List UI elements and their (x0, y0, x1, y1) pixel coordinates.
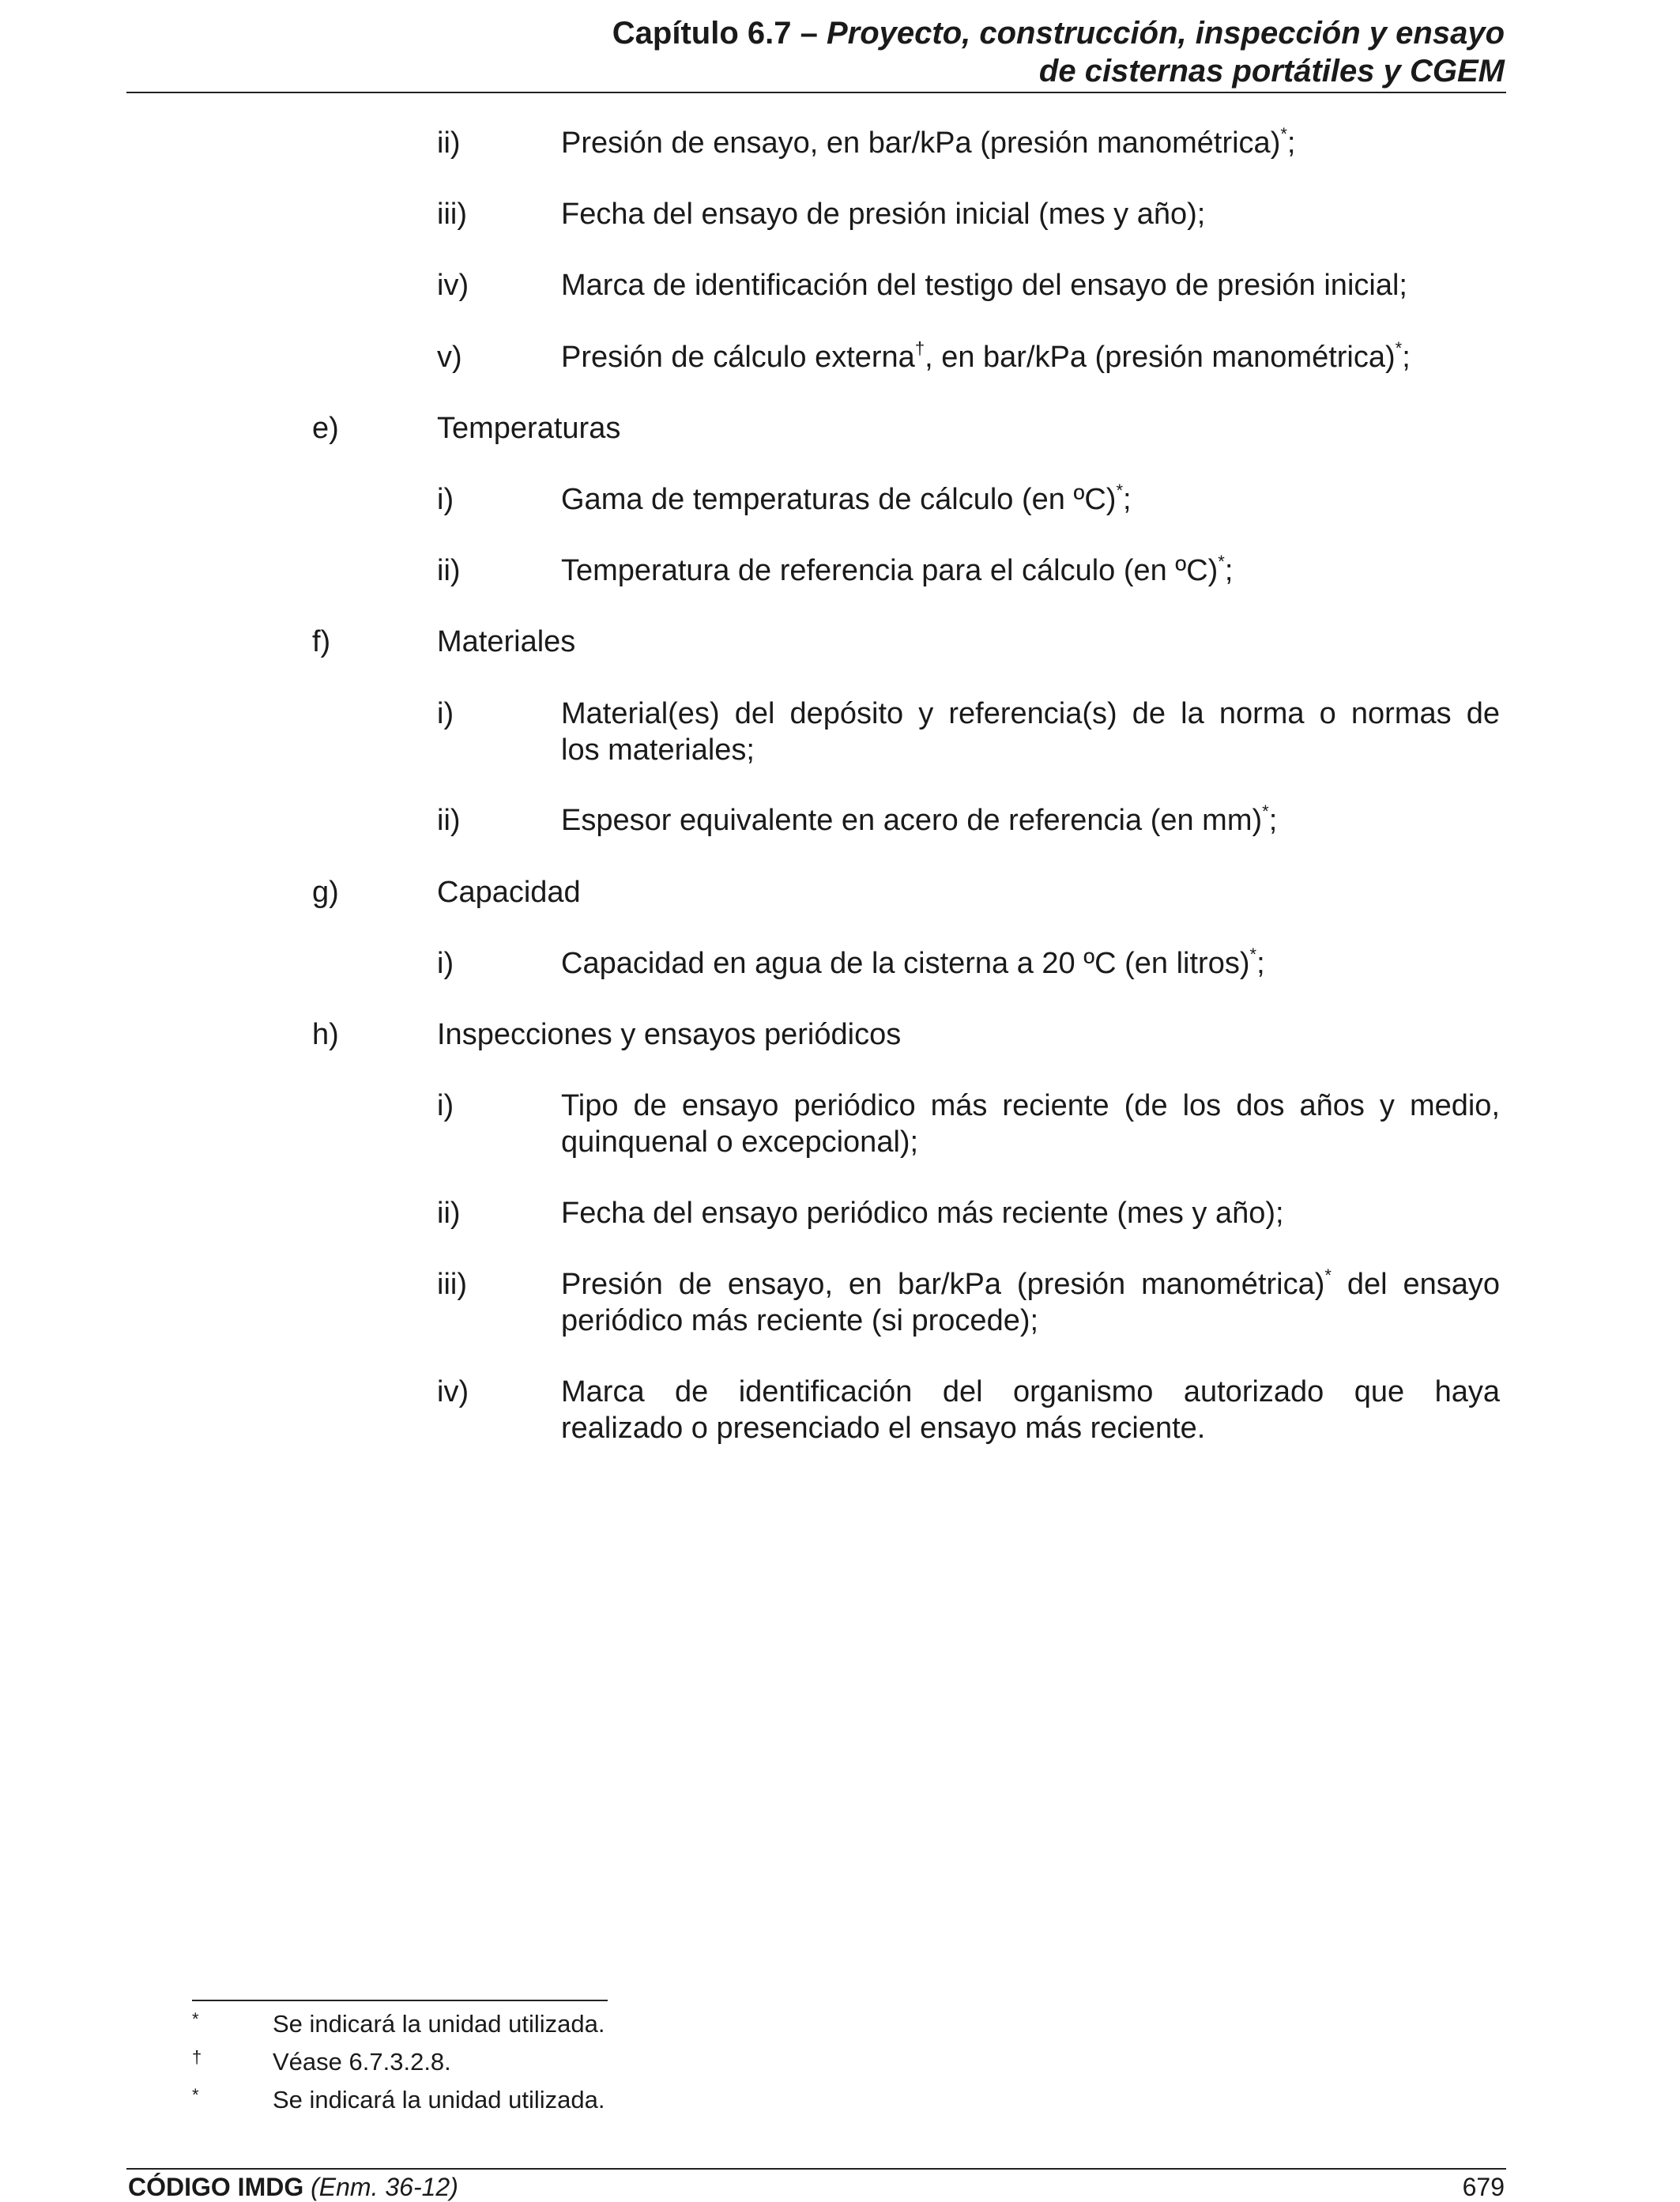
item-text: Gama de temperaturas de cálculo (en ºC)*; (561, 481, 1132, 516)
item-label: iii) (437, 1268, 467, 1301)
footnote-ref: * (1280, 124, 1287, 144)
item-label: i) (437, 697, 454, 730)
item-text: Marca de identificación del testigo del ensayo de presión inicial; (561, 269, 1407, 302)
chapter-title-line-1: Proyecto, construcción, inspección y ensayo (826, 16, 1505, 51)
footnote-text: Se indicará la unidad utilizada. (273, 2010, 605, 2038)
section-heading: Materiales (437, 625, 576, 658)
footer-amendment: (Enm. 36-12) (311, 2173, 458, 2201)
chapter-number: Capítulo 6.7 – (612, 16, 827, 51)
item-label: iv) (437, 269, 469, 302)
chapter-title-line-2: de cisternas portátiles y CGEM (1038, 54, 1505, 89)
footer-code: CÓDIGO IMDG (128, 2173, 304, 2201)
item-label: ii) (437, 804, 461, 837)
item-text-line-1: Marca de identificación del organismo autorizado que haya (561, 1375, 1500, 1408)
item-text-line-1: Presión de ensayo, en bar/kPa (presión manométrica)* del ensayo (561, 1265, 1500, 1301)
footnote-ref: * (1249, 945, 1257, 964)
item-text: Fecha del ensayo de presión inicial (mes y año); (561, 198, 1206, 231)
item-text-line-2: periódico más reciente (si procede); (561, 1304, 1039, 1337)
footnote-ref: * (1262, 801, 1269, 821)
footer-title (128, 2172, 458, 2202)
item-text-line-1: Material(es) del depósito y referencia(s) de la norma o normas de (561, 697, 1500, 730)
footnote-text: Se indicará la unidad utilizada. (273, 2086, 605, 2113)
footnote-mark: * (192, 2085, 199, 2105)
footnote-mark: * (192, 2009, 199, 2029)
footnote-ref: * (1116, 481, 1123, 500)
footnote-mark: † (192, 2047, 202, 2067)
item-text: Temperatura de referencia para el cálculo (en ºC)*; (561, 552, 1234, 587)
page-number: 679 (1462, 2173, 1505, 2201)
section-label: g) (312, 876, 339, 909)
section-heading: Inspecciones y ensayos periódicos (437, 1018, 902, 1051)
footnote-rule (192, 2000, 608, 2001)
item-label: ii) (437, 554, 461, 587)
section-heading: Temperaturas (437, 412, 621, 445)
section-label: h) (312, 1018, 339, 1051)
item-text-line-1: Tipo de ensayo periódico más reciente (de los dos años y medio, (561, 1089, 1500, 1122)
item-label: iii) (437, 198, 467, 231)
header-rule (126, 92, 1506, 93)
item-text: Presión de cálculo externa†, en bar/kPa (presión manométrica)*; (561, 338, 1411, 374)
running-header (126, 14, 1505, 90)
item-label: i) (437, 1089, 454, 1122)
item-text-line-2: quinquenal o excepcional); (561, 1126, 919, 1159)
item-text-line-2: los materiales; (561, 733, 755, 767)
item-label: v) (437, 341, 462, 374)
footnote-ref: * (1395, 338, 1403, 358)
footnote-text: Véase 6.7.3.2.8. (273, 2048, 451, 2076)
footnote-ref: * (1218, 552, 1225, 571)
section-heading: Capacidad (437, 876, 581, 909)
item-label: i) (437, 483, 454, 516)
footnote-ref: * (1324, 1265, 1332, 1285)
item-text-line-2: realizado o presenciado el ensayo más reciente. (561, 1412, 1206, 1445)
footnote-ref: † (914, 338, 925, 358)
item-text: Capacidad en agua de la cisterna a 20 ºC (en litros)*; (561, 945, 1265, 980)
item-label: i) (437, 947, 454, 980)
header-line-1 (126, 14, 1505, 52)
item-text: Espesor equivalente en acero de referencia (en mm)*; (561, 801, 1278, 837)
section-label: e) (312, 412, 339, 445)
section-label: f) (312, 625, 331, 658)
item-text: Presión de ensayo, en bar/kPa (presión manométrica)*; (561, 124, 1296, 160)
item-label: iv) (437, 1375, 469, 1408)
item-text: Fecha del ensayo periódico más reciente (mes y año); (561, 1197, 1284, 1230)
item-label: ii) (437, 126, 461, 160)
item-label: ii) (437, 1197, 461, 1230)
footer-rule (126, 2168, 1506, 2170)
